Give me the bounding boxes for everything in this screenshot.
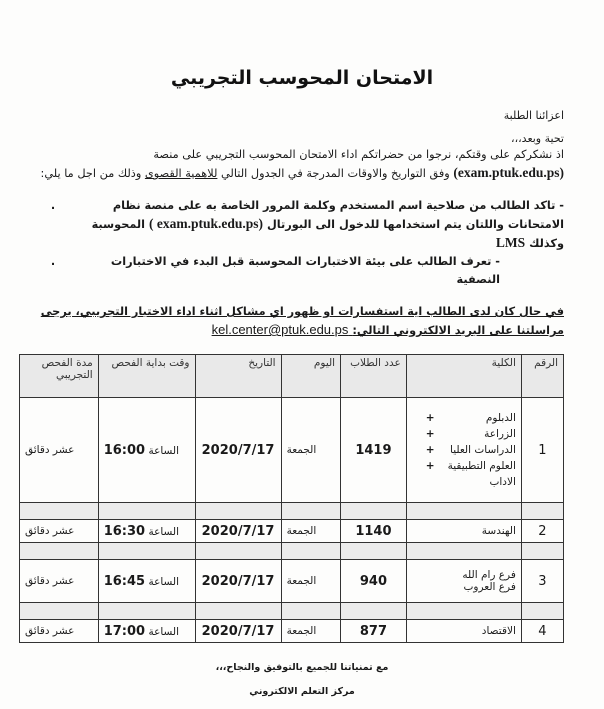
table-row (20, 620, 564, 643)
salutation: اعزائنا الطلبة (503, 109, 564, 122)
row-date: 2020/7/17 (195, 520, 281, 543)
header-students: عدد الطلاب (341, 355, 407, 398)
closing-remark: مع تمنياتنا للجميع بالتوفيق والنجاح،،، (215, 662, 389, 673)
row-faculty: الاقتصاد (406, 620, 521, 643)
faculty-item: فرع رام الله (462, 569, 516, 581)
intro-paragraph (40, 146, 564, 183)
table-row (20, 398, 564, 503)
faculty-item: العلوم التطبيقية + (425, 460, 516, 472)
bullet-marker: . (50, 255, 56, 268)
row-number: 3 (521, 560, 563, 603)
row-students: 1419 (341, 398, 407, 503)
row-date: 2020/7/17 (195, 620, 281, 643)
header-faculty: الكلية (406, 355, 521, 398)
row-faculty (406, 398, 521, 503)
bullet-1-text-2: المحوسبة (91, 218, 146, 231)
row-number: 4 (521, 620, 563, 643)
faculty-item: فرع العروب (463, 581, 516, 593)
row-time: الساعة 16:45 (98, 560, 195, 603)
bullet-1-text: - تاكد الطالب من صلاحية اسم المستخدم وكلمة المرور الخاصة به على منصة نظام الامتحانات واللتان يتم استخدامها للدخول الى البورتال (112, 199, 564, 231)
header-day: اليوم (281, 355, 341, 398)
page-title: الامتحان المحوسب التجريبي (170, 67, 434, 89)
bullet-1-text-3: وكذلك (529, 237, 564, 250)
header-duration: مدة الفحص التجريبي (20, 355, 99, 398)
intro-text-1: اذ نشكركم على وقتكم، نرجوا من حضراتكم اداء الامتحان المحوسب التجريبي على منصة (153, 148, 564, 161)
row-time: الساعة 16:30 (98, 520, 195, 543)
row-duration: عشر دقائق (20, 398, 99, 503)
faculty-item: الاداب (489, 476, 516, 488)
row-duration: عشر دقائق (20, 520, 99, 543)
exam-schedule-table (19, 354, 564, 643)
contact-notice (40, 303, 564, 340)
faculty-item: الزراعة + (425, 428, 516, 440)
bullet-list (40, 197, 564, 289)
row-day: الجمعة (281, 560, 341, 603)
bullet-1-body (66, 197, 564, 253)
row-day: الجمعة (281, 520, 341, 543)
greeting: تحية وبعد،،، (511, 132, 564, 145)
row-faculty: الهندسة (406, 520, 521, 543)
bullet-marker: . (50, 199, 56, 212)
intro-emphasis: للاهمية القصوى (144, 167, 218, 180)
row-date: 2020/7/17 (195, 398, 281, 503)
notice-text: في حال كان لدى الطالب اية استفسارات او ظهور اي مشاكل اثناء اداء الاختبار التجريبي، يرجى مراسلتنا على البريد الالكتروني التالي: (40, 305, 564, 337)
row-faculty (406, 560, 521, 603)
row-number: 1 (521, 398, 563, 503)
bullet-item-1 (40, 197, 564, 253)
row-day: الجمعة (281, 620, 341, 643)
exam-url: (exam.ptuk.edu.ps) (453, 165, 564, 180)
bullet-2-text: - تعرف الطالب على بيئة الاختبارات المحوسبة قبل البدء في الاختبارات النصفية (110, 255, 500, 286)
row-time: الساعة 16:00 (98, 398, 195, 503)
bullet-1-url: ( exam.ptuk.edu.ps) (148, 216, 264, 231)
row-duration: عشر دقائق (20, 620, 99, 643)
row-number: 2 (521, 520, 563, 543)
table-spacer-row (20, 503, 564, 520)
row-date: 2020/7/17 (195, 560, 281, 603)
table-header-row (20, 355, 564, 398)
intro-text-3: وذلك من اجل ما يلي: (40, 167, 142, 180)
row-day: الجمعة (281, 398, 341, 503)
row-students: 877 (341, 620, 407, 643)
header-number: الرقم (521, 355, 563, 398)
row-students: 940 (341, 560, 407, 603)
table-row (20, 560, 564, 603)
bullet-item-2 (40, 253, 564, 289)
header-date: التاريخ (195, 355, 281, 398)
header-start-time: وقت بداية الفحص (98, 355, 195, 398)
faculty-item: الدبلوم + (425, 412, 516, 424)
contact-email-link[interactable]: kel.center@ptuk.edu.ps (211, 322, 349, 337)
row-time: الساعة 17:00 (98, 620, 195, 643)
table-spacer-row (20, 603, 564, 620)
row-students: 1140 (341, 520, 407, 543)
row-duration: عشر دقائق (20, 560, 99, 603)
table-spacer-row (20, 543, 564, 560)
bullet-1-lms: LMS (495, 235, 526, 250)
signature: مركز التعلم الالكتروني (249, 686, 355, 697)
faculty-item: الدراسات العليا + (425, 444, 516, 456)
bullet-2-body (66, 253, 500, 289)
table-row (20, 520, 564, 543)
intro-text-2: وفق التواريخ والاوقات المدرجة في الجدول التالي (220, 167, 450, 180)
